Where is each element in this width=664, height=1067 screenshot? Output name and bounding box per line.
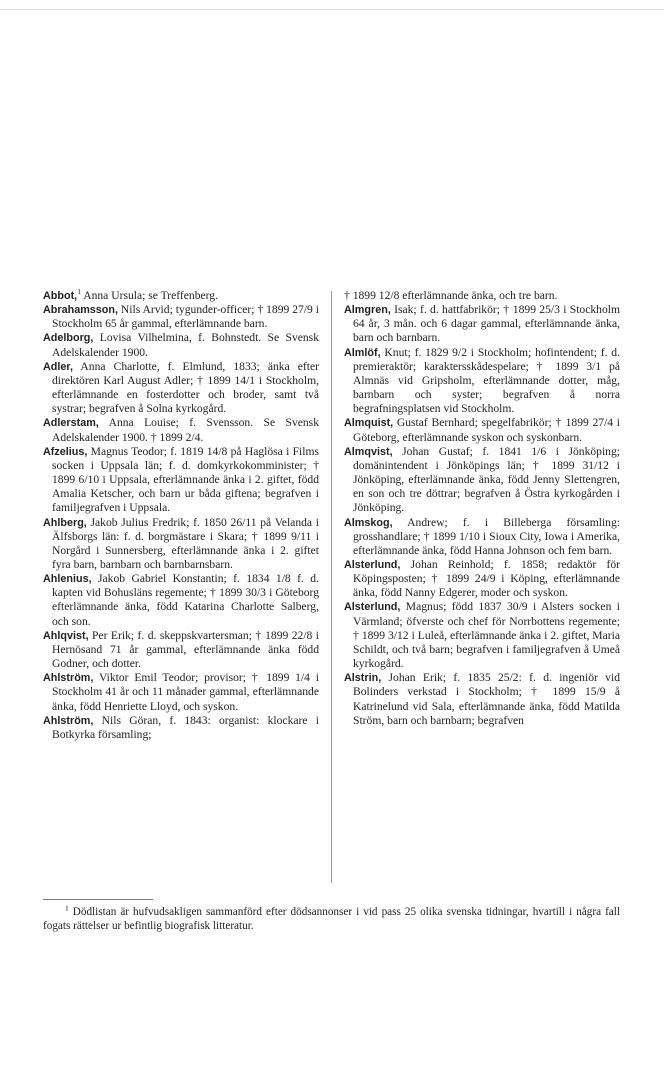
entry bbox=[43, 714, 319, 742]
entry-text: Knut; f. 1829 9/2 i Stockholm; hofintendent; f. d. premieraktör; karaktersskådespelare; † 1899 3/1 på Almnäs vid Gripsholm, efterlämnande dotter, måg, barnbarn och syster; begrafven å norra begrafningsplatsen vid Stockholm. bbox=[353, 345, 620, 416]
entry-headword: Almlöf, bbox=[344, 346, 381, 359]
entry-headword: Adler, bbox=[43, 360, 74, 373]
entry bbox=[344, 600, 620, 671]
entry bbox=[43, 289, 319, 303]
footnote bbox=[43, 905, 620, 933]
two-column-body bbox=[43, 289, 620, 883]
entry-text: Magnus Teodor; f. 1819 14/8 på Haglösa i Films socken i Uppsala län; f. d. domkyrkokomminister; † 1899 6/10 i Uppsala, efterlämnande änka i 2. giftet, född Amalia Ketscher, och barn ur båda giftena; begrafven i familjegrafven i Uppsala. bbox=[52, 444, 319, 515]
entry-headword: Alsterlund, bbox=[344, 558, 401, 571]
entry-text: Anna Ursula; se Treffenberg. bbox=[80, 289, 219, 302]
entry-headword: Afzelius, bbox=[43, 445, 88, 458]
entry bbox=[43, 516, 319, 573]
entry-headword: Ahlström, bbox=[43, 714, 94, 727]
entry-text: † 1899 12/8 efterlämnande änka, och tre barn. bbox=[344, 289, 558, 302]
entry-headword: Almquist, bbox=[344, 417, 394, 430]
entry bbox=[43, 360, 319, 417]
column-divider bbox=[331, 291, 332, 883]
entry bbox=[43, 303, 319, 331]
entry-text: Nils Göran, f. 1843: organist: klockare i Botkyrka församling; bbox=[52, 713, 319, 741]
entry-headword: Ahlström, bbox=[43, 672, 94, 685]
entry bbox=[344, 289, 620, 303]
entry-text: Anna Charlotte, f. Elmlund, 1833; änka efter direktören Karl August Adler; † 1899 14/1 i Stockholm, efterlämnande en fosterdotter och broder, samt två systrar; begrafven å Solna kyrkogård. bbox=[52, 359, 319, 416]
footnote-separator bbox=[43, 899, 153, 900]
entry-headword: Alstrin, bbox=[344, 672, 382, 685]
entry-headword: Adelborg, bbox=[43, 332, 94, 345]
entry-headword: Adlerstam, bbox=[43, 417, 99, 430]
entry-text: Magnus; född 1837 30/9 i Alsters socken i Värmland; öfverste och chef för Norrbottens regemente; † 1899 3/12 i Luleå, efterlämnande änka i 2. giftet, Maria Schildt, och två barn; begrafven i familjegrafven å Umeå kyrkogård. bbox=[353, 600, 620, 671]
entry bbox=[344, 516, 620, 558]
entry-text: Anna Louise; f. Svensson. Se Svensk Adelskalender 1900. † 1899 2/4. bbox=[52, 416, 319, 444]
entry bbox=[43, 629, 319, 671]
entry-text: Viktor Emil Teodor; provisor; † 1899 1/4 i Stockholm 41 år och 11 månader gammal, efterlämnande änka, född Henriette Lloyd, och syskon. bbox=[52, 671, 319, 713]
entry bbox=[43, 416, 319, 444]
entry-headword: Ahlberg, bbox=[43, 516, 87, 529]
entry-headword: Almqvist, bbox=[344, 445, 393, 458]
entry-headword: Almskog, bbox=[344, 516, 393, 529]
entry-text: Per Erik; f. d. skeppskvartersman; † 1899 22/8 i Hernösand 71 år gammal, efterlämnande änka född Godner, och dotter. bbox=[52, 628, 319, 671]
entry-text: Johan Erik; f. 1835 25/2: f. d. ingeniör vid Bolinders verkstad i Stockholm; † 1899 15/9 å Katrinelund vid Sala, efterlämnande änka, född Matilda Ström, barn och barnbarn; begrafven bbox=[353, 671, 620, 727]
entry-headword: Abbot, bbox=[43, 290, 78, 302]
entry bbox=[43, 445, 319, 516]
entry bbox=[43, 331, 319, 359]
right-column bbox=[344, 289, 620, 883]
entry-text: Gustaf Bernhard; spegelfabrikör; † 1899 27/4 i Göteborg, efterlämnande syskon och syskonbarn. bbox=[353, 416, 620, 444]
entry bbox=[344, 445, 620, 516]
entry-headword: Alsterlund, bbox=[344, 601, 401, 614]
entry bbox=[43, 671, 319, 713]
left-column bbox=[43, 289, 319, 883]
entry-headword: Almgren, bbox=[344, 304, 391, 317]
entry-text: Jakob Julius Fredrik; f. 1850 26/11 på Velanda i Älfsborgs län: f. d. borgmästare i Skara; † 1899 9/11 i Norgård i Sunnersberg, efterlämnande änka i 2. giftet fyra barn, barnbarn och barnbarnsbarn. bbox=[52, 515, 319, 571]
top-edge-line bbox=[0, 9, 664, 10]
entry bbox=[344, 558, 620, 600]
entry bbox=[344, 671, 620, 728]
entry-text: Nils Arvid; tygunder-officer; † 1899 27/9 i Stockholm 65 år gammal, efterlämnande barn. bbox=[52, 303, 319, 331]
entry-text: Johan Reinhold; f. 1858; redaktör för Köpingsposten; † 1899 24/9 i Köping, efterlämnande änka, född Nanny Edgerer, moder och syskon. bbox=[353, 557, 620, 600]
entry-text: Andrew; f. i Billeberga församling: grosshandlare; † 1899 1/10 i Sioux City, Iowa i Amerika, efterlämnande änka, född Hanna Johnson och fem barn. bbox=[353, 515, 620, 557]
footnote-ref: 1 bbox=[77, 287, 81, 297]
entry bbox=[43, 572, 319, 629]
entry bbox=[344, 346, 620, 417]
entry bbox=[344, 416, 620, 444]
entry-headword: Ahlqvist, bbox=[43, 629, 89, 642]
entry bbox=[344, 303, 620, 345]
entry-headword: Ahlenius, bbox=[43, 573, 92, 586]
entry-text: Lovisa Vilhelmina, f. Bohnstedt. Se Svensk Adelskalender 1900. bbox=[52, 331, 319, 359]
entry-text: Jakob Gabriel Konstantin; f. 1834 1/8 f. d. kapten vid Bohusläns regemente; † 1899 30/3 i Göteborg efterlämnande änka, född Katarina Charlotte Salberg, och son. bbox=[52, 572, 319, 628]
entry-text: Isak; f. d. hattfabrikör; † 1899 25/3 i Stockholm 64 år, 3 mån. och 6 dagar gammal, efterlämnande änka, barn och barnbarn. bbox=[353, 303, 620, 345]
footnote-text: Dödlistan är hufvudsakligen sammanförd efter dödsannonser i vid pass 25 olika svenska tidningar, hvartill i några fall fogats rättelser ur befintlig biografisk litteratur. bbox=[43, 906, 620, 933]
footnote-marker: 1 bbox=[65, 903, 69, 913]
entry-text: Johan Gustaf; f. 1841 1/6 i Jönköping; domänintendent i Jönköpings län; † 1899 31/12 i Jönköping, efterlämnande änka, född Jenny Slettengren, en son och tre döttrar; begrafven å Östra kyrkogården i Jönköping. bbox=[353, 444, 620, 515]
entry-headword: Abrahamsson, bbox=[43, 304, 118, 317]
